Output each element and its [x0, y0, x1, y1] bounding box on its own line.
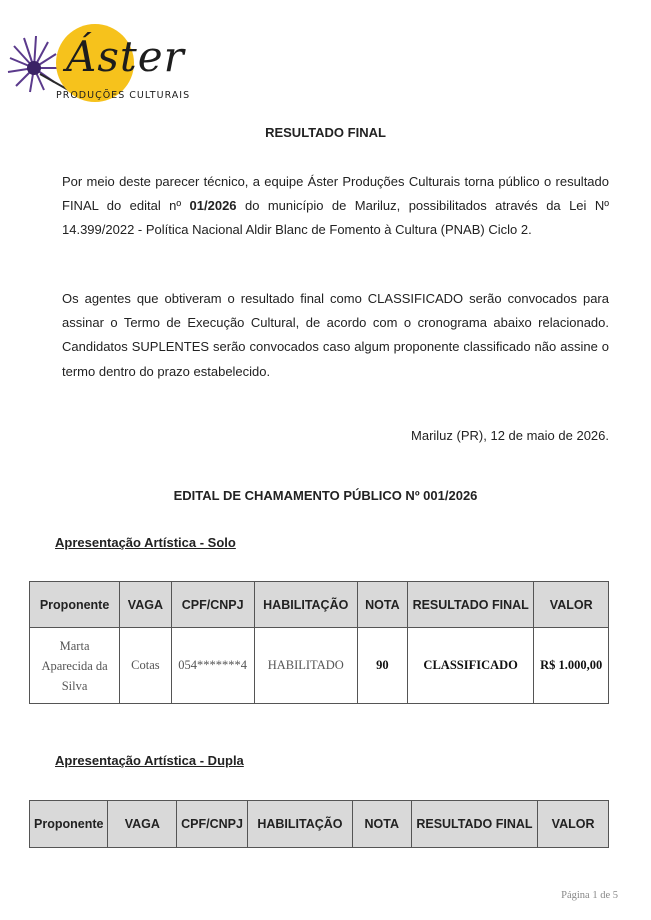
- document-title: RESULTADO FINAL: [265, 125, 386, 140]
- intro-paragraph: [62, 170, 609, 243]
- logo-subtitle: PRODUÇÕES CULTURAIS: [56, 90, 191, 101]
- cell-habilitacao: HABILITADO: [254, 628, 357, 704]
- logo: [4, 14, 191, 114]
- results-table-solo: [29, 581, 609, 704]
- table-header-row: [30, 801, 609, 848]
- section-heading-dupla: Apresentação Artística - Dupla: [55, 753, 244, 768]
- col-nota: NOTA: [357, 582, 407, 628]
- col-resultado-final: RESULTADO FINAL: [407, 582, 534, 628]
- results-table-dupla: [29, 800, 609, 848]
- cell-cpf-cnpj: 054*******4: [171, 628, 254, 704]
- col-resultado-final: RESULTADO FINAL: [411, 801, 538, 848]
- section-heading-solo: Apresentação Artística - Solo: [55, 535, 236, 550]
- col-vaga: VAGA: [120, 582, 171, 628]
- col-valor: VALOR: [534, 582, 609, 628]
- document-date: Mariluz (PR), 12 de maio de 2026.: [411, 428, 609, 443]
- cell-nota: 90: [357, 628, 407, 704]
- cell-proponente: Marta Aparecida da Silva: [30, 628, 120, 704]
- convocation-paragraph: Os agentes que obtiveram o resultado final como CLASSIFICADO serão convocados para assinar o Termo de Execução Cultural, de acordo com o cronograma abaixo relacionado. Candidatos SUPLENTES serão convocados caso algum proponente classificado não assine o termo dentro do prazo estabelecido.: [62, 291, 609, 379]
- col-vaga: VAGA: [108, 801, 177, 848]
- table-row: [30, 628, 609, 704]
- col-valor: VALOR: [538, 801, 609, 848]
- table-header-row: [30, 582, 609, 628]
- cell-resultado-final: CLASSIFICADO: [407, 628, 534, 704]
- col-habilitacao: HABILITAÇÃO: [247, 801, 352, 848]
- intro-text-start: Por meio deste parecer técnico, a equipe Áster Produções Culturais torna público o resultado FINAL do edital nº: [62, 174, 609, 214]
- col-cpf-cnpj: CPF/CNPJ: [171, 582, 254, 628]
- col-proponente: Proponente: [30, 801, 108, 848]
- page-number: Página 1 de 5: [561, 890, 618, 901]
- cell-vaga: Cotas: [120, 628, 171, 704]
- col-cpf-cnpj: CPF/CNPJ: [177, 801, 248, 848]
- logo-wordmark: Áster: [66, 32, 185, 81]
- edital-number: 01/2026: [189, 198, 237, 214]
- edital-heading: EDITAL DE CHAMAMENTO PÚBLICO Nº 001/2026: [173, 488, 478, 503]
- intro-text-end: do município de Mariluz, possibilitados através da Lei Nº 14.399/2022 - Política Nacional Aldir Blanc de Fomento à Cultura (PNAB) Ciclo 2.: [62, 198, 609, 238]
- col-proponente: Proponente: [30, 582, 120, 628]
- col-nota: NOTA: [352, 801, 411, 848]
- col-habilitacao: HABILITAÇÃO: [254, 582, 357, 628]
- cell-valor: R$ 1.000,00: [534, 628, 609, 704]
